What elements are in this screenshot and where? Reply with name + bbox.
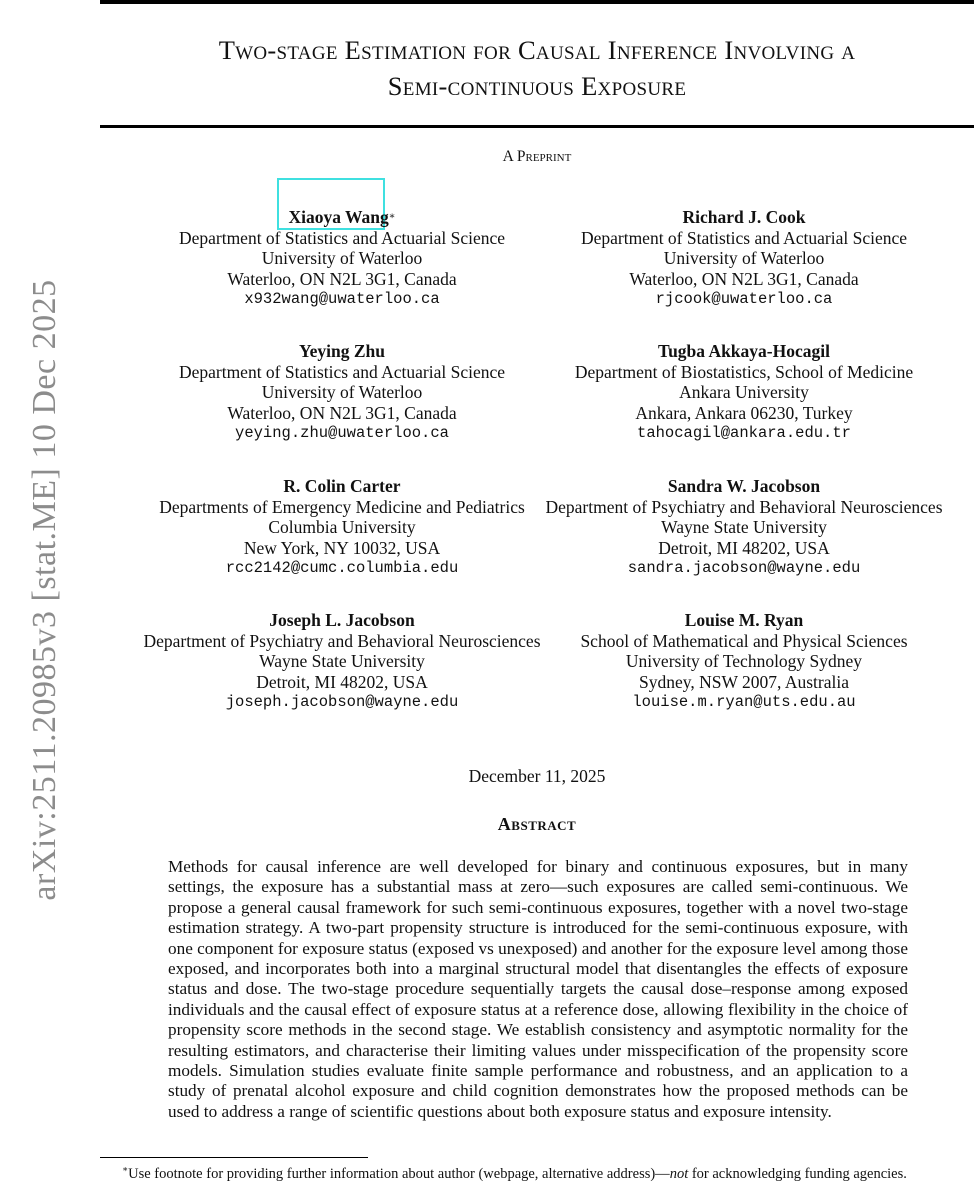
title-line-2: Semi-continuous Exposure	[387, 71, 687, 101]
author-department: Departments of Emergency Medicine and Pediatrics	[159, 496, 525, 517]
author-email[interactable]: rcc2142@cumc.columbia.edu	[225, 559, 459, 577]
author-department: School of Mathematical and Physical Sciences	[580, 630, 908, 651]
author-email[interactable]: joseph.jacobson@wayne.edu	[225, 693, 459, 711]
author-address: Sydney, NSW 2007, Australia	[639, 671, 849, 692]
author-address: Ankara, Ankara 06230, Turkey	[635, 402, 853, 423]
author-name: Richard J. Cook	[682, 207, 806, 227]
author-name: Joseph L. Jacobson	[269, 610, 415, 630]
author-name: Sandra W. Jacobson	[667, 476, 821, 496]
abstract-heading: Abstract	[497, 814, 577, 834]
author-email[interactable]: yeying.zhu@uwaterloo.ca	[235, 424, 449, 442]
author-block	[524, 341, 964, 444]
author-address: Detroit, MI 48202, USA	[256, 671, 428, 692]
footnote-text: Use footnote for providing further information about author (webpage, alternative address)—	[128, 1165, 670, 1182]
author-email[interactable]: rjcook@uwaterloo.ca	[655, 290, 833, 308]
publication-date: December 11, 2025	[468, 766, 606, 786]
author-name: Tugba Akkaya-Hocagil	[658, 341, 830, 361]
author-email[interactable]: sandra.jacobson@wayne.edu	[627, 559, 861, 577]
author-address: Waterloo, ON N2L 3G1, Canada	[629, 268, 859, 289]
title-rule	[100, 125, 974, 128]
author-institution: Columbia University	[268, 517, 416, 537]
footnote-text-end: for acknowledging funding agencies.	[688, 1165, 907, 1182]
author-email[interactable]: x932wang@uwaterloo.ca	[244, 290, 440, 308]
author-name: Yeying Zhu	[298, 341, 386, 361]
author-block	[524, 207, 964, 310]
author-address: Detroit, MI 48202, USA	[658, 537, 830, 558]
author-institution: Ankara University	[679, 382, 809, 402]
footnote-rule	[100, 1157, 368, 1158]
author-institution: University of Technology Sydney	[625, 651, 863, 671]
footnote-emphasis: not	[669, 1165, 689, 1182]
author-address: Waterloo, ON N2L 3G1, Canada	[227, 268, 457, 289]
author-institution: University of Waterloo	[261, 382, 423, 402]
author-department: Department of Biostatistics, School of Medicine	[574, 361, 914, 382]
author-name: R. Colin Carter	[283, 476, 401, 496]
author-block	[524, 476, 964, 579]
author-address: New York, NY 10032, USA	[243, 537, 441, 558]
author-institution: Wayne State University	[259, 651, 425, 671]
author-address: Waterloo, ON N2L 3G1, Canada	[227, 402, 457, 423]
arxiv-side-stamp: arXiv:2511.20985v3 [stat.ME] 10 Dec 2025	[26, 279, 63, 901]
author-name[interactable]: Xiaoya Wang∗	[288, 207, 396, 227]
author-email[interactable]: tahocagil@ankara.edu.tr	[637, 424, 851, 442]
author-department: Department of Psychiatry and Behavioral Neurosciences	[143, 630, 541, 651]
author-block	[122, 476, 562, 579]
footnote-mark: ∗	[122, 1164, 129, 1174]
author-block	[122, 341, 562, 444]
preprint-label: A Preprint	[502, 148, 572, 165]
author-department: Department of Statistics and Actuarial Science	[580, 227, 908, 248]
author-block	[524, 610, 964, 713]
author-department: Department of Psychiatry and Behavioral Neurosciences	[545, 496, 943, 517]
author-block	[122, 207, 562, 310]
abstract-text: Methods for causal inference are well developed for binary and continuous exposures, but in many settings, the exposure has a substantial mass at zero—such exposures are called semi-continuous. We propose a general causal framework for such semi-continuous exposures, together with a novel two-stage estimation strategy. A two-part propensity structure is introduced for the semi-continuous exposure, with one component for exposure status (exposed vs unexposed) and another for the exposure level among those exposed, and incorporates both into a marginal structural model that disentangles the effects of exposure status and dose. The two-stage procedure sequentially targets the causal dose–response among exposed individuals and the causal effect of exposure status at a reference dose, allowing flexibility in the choice of propensity score methods in the second stage. We establish consistency and asymptotic normality for the resulting estimators, and characterise their limiting values under misspecification of the propensity score models. Simulation studies evaluate finite sample performance and robustness, and an application to a study of prenatal alcohol exposure and child cognition demonstrates how the proposed methods can be used to address a range of scientific questions about both exposure status and exposure intensity.	[168, 857, 908, 1121]
author-block	[122, 610, 562, 713]
author-name: Louise M. Ryan	[684, 610, 804, 630]
author-institution: University of Waterloo	[663, 248, 825, 268]
author-department: Department of Statistics and Actuarial Science	[178, 361, 506, 382]
title-line-1: Two-stage Estimation for Causal Inference Involving a	[218, 35, 856, 65]
author-institution: University of Waterloo	[261, 248, 423, 268]
footnote	[100, 1160, 974, 1183]
author-email[interactable]: louise.m.ryan@uts.edu.au	[632, 693, 856, 711]
paper-title	[100, 32, 974, 104]
author-footnote-mark: ∗	[388, 211, 396, 222]
top-rule	[100, 0, 974, 4]
author-institution: Wayne State University	[661, 517, 827, 537]
author-department: Department of Statistics and Actuarial Science	[178, 227, 506, 248]
